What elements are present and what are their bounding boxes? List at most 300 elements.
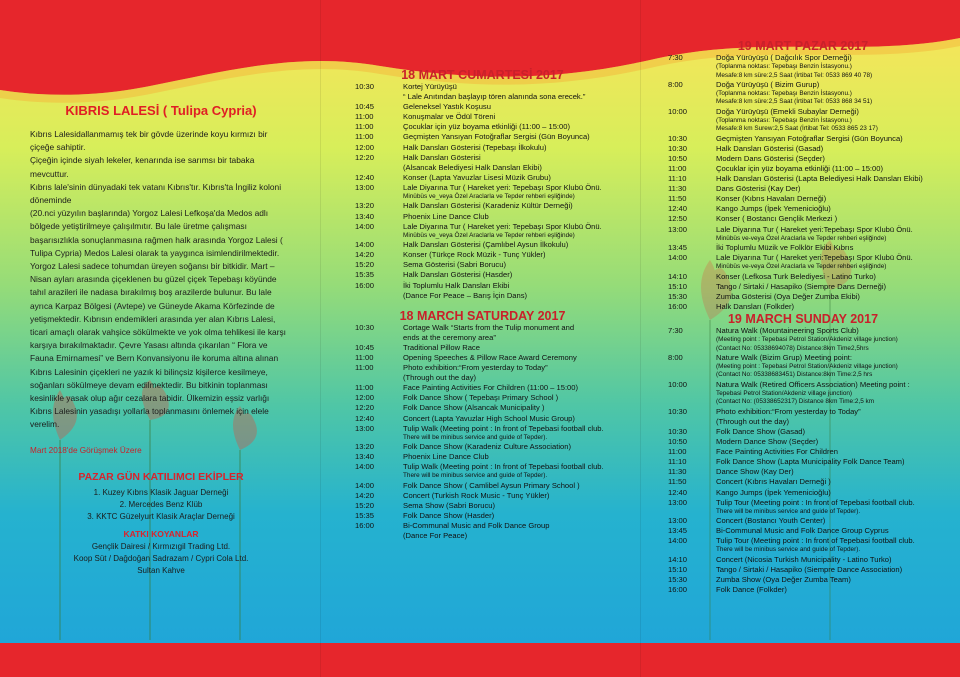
event-note: (Contact No: 05338683451) Distance:8km Time:2,5 hrs — [716, 371, 873, 379]
schedule-time: 15:30 — [668, 574, 688, 584]
schedule-row — [668, 164, 938, 174]
schedule-row — [355, 414, 610, 424]
schedule-row — [668, 427, 938, 437]
schedule-row — [355, 363, 610, 373]
schedule-row — [355, 462, 610, 481]
event-note: (Toplanma noktası: Tepebaşı Benzin İstasyonu.) — [716, 63, 852, 71]
event-text: Zumba Gösterisi (Oya Değer Zumba Ekibi) — [716, 291, 860, 301]
schedule-event — [403, 323, 610, 333]
participant-item: 1. Kuzey Kıbrıs Klasik Jaguar Derneği — [93, 487, 229, 497]
schedule-event — [403, 531, 610, 541]
schedule-time: 11:10 — [668, 174, 687, 184]
schedule-event — [403, 222, 610, 241]
schedule-row — [355, 393, 610, 403]
schedule-time: 14:10 — [668, 271, 688, 281]
schedule-event — [716, 353, 938, 380]
schedule-event — [716, 437, 938, 447]
section-title: 18 MARCH SATURDAY 2017 — [399, 308, 566, 323]
schedule-event — [403, 373, 610, 383]
schedule-time: 12:00 — [355, 393, 375, 403]
event-text: Tango / Sirtaki / Hasapiko (Siempre Dans Derneği) — [716, 281, 887, 291]
schedule-row — [355, 201, 610, 211]
schedule-row — [355, 183, 610, 202]
event-text: Concert (Lapta Yavuzlar High School Music Group) — [403, 413, 575, 423]
schedule-event — [716, 457, 938, 467]
schedule-event — [403, 82, 610, 92]
schedule-time — [668, 417, 716, 427]
schedule-row — [355, 153, 610, 163]
schedule-row — [355, 491, 610, 501]
event-text: Lale Diyarına Tur ( Hareket yeri: Tepebaşı Spor Klubü Önü. — [403, 221, 602, 231]
schedule-time: 13:45 — [668, 526, 688, 536]
sponsors-title: KATKI KOYANLAR — [123, 528, 199, 539]
schedule-time: 13:00 — [355, 423, 375, 433]
schedule-row — [668, 526, 938, 536]
saturday-schedule-column — [355, 68, 610, 541]
event-text: Konser ( Bostancı Gençlik Merkezi ) — [716, 214, 838, 224]
event-text: Bi-Communal Music and Folk Dance Group Cyprus — [716, 526, 889, 536]
schedule-time: 15:35 — [355, 511, 375, 521]
schedule-time: 11:00 — [355, 383, 374, 393]
event-text: Geçmişten Yansıyan Fotoğraflar Sergisi (Gün Boyunca) — [716, 133, 903, 143]
schedule-event — [716, 467, 938, 477]
schedule-time: 12:00 — [355, 142, 375, 152]
event-text: Folk Dance Show (Karadeniz Culture Association) — [403, 442, 571, 452]
schedule-time: 7:30 — [668, 53, 683, 62]
event-note: (Contact No: (05338652317) Distance 8km Time:2,5 km — [716, 398, 875, 406]
schedule-row — [668, 516, 938, 526]
schedule-event — [403, 260, 610, 270]
schedule-row — [668, 565, 938, 575]
event-text: Lale Diyarına Tur ( Hareket yeri:Tepebaşı Spor Klubü Önü. — [716, 224, 913, 234]
schedule-event — [403, 163, 610, 173]
schedule-time: 10:30 — [668, 426, 688, 436]
event-text: Folk Dance Show (Alsancak Municipality ) — [403, 403, 545, 413]
event-text: Tulip Tour (Meeting point : In front of Tepebasi football club. — [716, 497, 915, 507]
event-text: ends at the ceremony area” — [403, 332, 496, 342]
section-title: 19 MART PAZAR 2017 — [737, 39, 869, 53]
schedule-event — [716, 144, 938, 154]
schedule-time: 15:10 — [668, 564, 688, 574]
schedule-event — [716, 565, 938, 575]
event-note: Mesafe:8 km Surew:2,5 Saat (İrtibat Tel: 0533 865 23 17) — [716, 125, 878, 133]
event-text: Tulip Tour (Meeting point : In front of Tepebasi football club. — [716, 536, 915, 546]
schedule-time: 10:50 — [668, 153, 688, 163]
schedule-time: 11:50 — [668, 194, 687, 204]
schedule-time: 12:40 — [355, 172, 375, 182]
schedule-time: 10:45 — [355, 102, 375, 112]
event-text: Opening Speeches & Pillow Race Award Ceremony — [403, 352, 577, 362]
schedule-event — [716, 225, 938, 244]
event-text: “ Lale Anıtından başlayıp tören alanında sona erecek.” — [403, 92, 586, 102]
schedule-time: 8:00 — [668, 352, 683, 362]
schedule-row — [668, 380, 938, 407]
schedule-row — [355, 281, 610, 291]
schedule-event — [403, 183, 610, 202]
schedule-time: 13:20 — [355, 442, 375, 452]
schedule-time: 15:20 — [355, 501, 375, 510]
schedule-row — [355, 143, 610, 153]
info-paragraph: Kıbrıs Lalesidallanmamış tek bir gövde üzerinde koyu kırmızı bir çiçeğe sahiptir. — [30, 129, 268, 153]
schedule-event — [716, 516, 938, 526]
schedule-time: 15:35 — [355, 270, 375, 280]
schedule-event — [403, 201, 610, 211]
schedule-row — [355, 92, 610, 102]
schedule-time: 13:00 — [668, 224, 688, 234]
event-text: Phoenix Line Dance Club — [403, 452, 489, 462]
schedule-time: 13:00 — [668, 497, 688, 507]
event-text: Kango Jumps (İpek Yemenicioğlu) — [716, 487, 831, 497]
event-note: Mesafe:8 km süre:2,5 Saat (İrtibat Tel: 0533 868 34 51) — [716, 98, 873, 106]
schedule-row — [355, 383, 610, 393]
event-text: Halk Dansları (Folkder) — [716, 301, 795, 311]
schedule-event — [403, 153, 610, 163]
schedule-row — [355, 452, 610, 462]
event-note: (Meeting point : Tepebasi Petrol Station/Akdeniz village junction) — [716, 336, 898, 344]
participant-item: 2. Mercedes Benz Klüb — [119, 499, 203, 509]
schedule-event — [716, 488, 938, 498]
schedule-time — [355, 92, 403, 102]
schedule-event — [716, 184, 938, 194]
schedule-row — [355, 442, 610, 452]
schedule-event — [403, 102, 610, 112]
event-text: Concert (Nicosia Turkish Municipality - Latino Turko) — [716, 554, 892, 564]
event-note: Mesafe:8 km süre:2,5 Saat (İrtibat Tel: 0533 869 40 78) — [716, 71, 873, 79]
schedule-row — [355, 270, 610, 280]
event-note: (Contact No: 05338694078) Distance:8km Time2,5hrs — [716, 344, 869, 352]
schedule-event — [403, 173, 610, 183]
event-text: Doğa Yürüyüşü (Emekli Subaylar Derneği) — [716, 106, 859, 116]
event-note: Minübüs ve_veya Özel Araclarla ve Tepder rehberi eşliğinde) — [403, 231, 575, 239]
schedule-event — [716, 498, 938, 517]
event-text: Konser (Lapta Yavuzlar Lisesi Müzik Grubu) — [403, 172, 551, 182]
schedule-time: 14:20 — [355, 490, 375, 500]
schedule-row — [668, 194, 938, 204]
schedule-event — [403, 383, 610, 393]
event-text: Halk Dansları Gösterisi (Çamlıbel Aysun İlkokulu) — [403, 240, 569, 250]
event-text: Sema Gösterisi (Sabri Borucu) — [403, 260, 506, 270]
sunday-en-section — [668, 312, 938, 595]
schedule-time: 14:00 — [355, 462, 375, 472]
schedule-event — [716, 526, 938, 536]
schedule-row — [668, 437, 938, 447]
schedule-event — [716, 407, 938, 417]
schedule-row — [355, 403, 610, 413]
schedule-time: 14:00 — [668, 253, 688, 263]
schedule-row — [355, 260, 610, 270]
schedule-time: 15:30 — [668, 291, 688, 301]
event-text: Konuşmalar ve Ödül Töreni — [403, 112, 496, 122]
schedule-time: 13:00 — [355, 182, 375, 192]
schedule-time: 13:00 — [668, 516, 688, 526]
schedule-time: 11:00 — [355, 363, 374, 373]
schedule-event — [403, 481, 610, 491]
schedule-row — [355, 291, 610, 301]
event-text: Photo exhibition:“From yesterday to Today” — [403, 363, 548, 373]
schedule-event — [716, 417, 938, 427]
schedule-time: 10:00 — [668, 106, 688, 116]
schedule-row — [668, 467, 938, 477]
section-title: 19 MARCH SUNDAY 2017 — [727, 312, 879, 327]
schedule-event — [403, 240, 610, 250]
event-text: Nature Walk (Bizim Grup) Meeting point: — [716, 352, 853, 362]
schedule-event — [403, 462, 610, 481]
schedule-event — [403, 270, 610, 280]
event-text: Concert (Kıbrıs Havaları Derneği ) — [716, 477, 831, 487]
event-text: Halk Dansları Gösterisi (Hasder) — [403, 270, 513, 280]
sunday-tr-section — [668, 39, 938, 312]
schedule-event — [716, 214, 938, 224]
schedule-row — [355, 212, 610, 222]
event-text: (Alsancak Belediyesi Halk Dansları Ekibi) — [403, 162, 542, 172]
event-text: Face Painting Activities For Children (11:00 – 15:00) — [403, 383, 579, 393]
event-text: Kango Jumps (İpek Yemenicioğlu) — [716, 204, 831, 214]
event-note: Minübüs ve-veya Özel Araclarla ve Tepder rehberi eşliğinde) — [716, 263, 887, 271]
event-text: Folk Dance Show ( Tepebaşı Primary School ) — [403, 393, 559, 403]
schedule-event — [716, 427, 938, 437]
schedule-row — [668, 457, 938, 467]
schedule-time: 12:40 — [668, 487, 688, 497]
schedule-time: 10:45 — [355, 342, 375, 352]
schedule-time — [355, 373, 403, 383]
schedule-row — [668, 214, 938, 224]
schedule-event — [716, 272, 938, 282]
schedule-time: 11:30 — [668, 184, 687, 194]
schedule-time: 11:00 — [355, 122, 374, 132]
schedule-event — [716, 174, 938, 184]
schedule-row — [668, 302, 938, 312]
sponsor-item: Koop Süt / Dağdoğan Sadrazam / Cypri Cola Ltd. — [73, 553, 249, 563]
sponsor-item: Sultan Kahve — [137, 565, 185, 575]
schedule-row — [355, 531, 610, 541]
schedule-event — [716, 204, 938, 214]
schedule-row — [355, 250, 610, 260]
event-note: There will be minibus service and guide of Tepder). — [403, 472, 548, 480]
schedule-row — [355, 501, 610, 511]
event-text: Kortej Yürüyüşü — [403, 82, 457, 91]
schedule-event — [716, 477, 938, 487]
schedule-event — [716, 585, 938, 595]
sunday-schedule-column — [668, 39, 938, 595]
event-note: There will be minibus service and guide of Tepder). — [403, 433, 548, 441]
schedule-time: 12:40 — [668, 204, 688, 214]
event-text: Lale Diyarına Tur ( Hareket yeri:Tepebaşı Spor Klubü Önü. — [716, 253, 913, 263]
schedule-row — [668, 184, 938, 194]
schedule-event — [716, 447, 938, 457]
schedule-event — [403, 452, 610, 462]
schedule-row — [668, 555, 938, 565]
event-text: Folk Dance (Folkder) — [716, 585, 787, 595]
schedule-row — [355, 511, 610, 521]
schedule-event — [716, 380, 938, 407]
schedule-time: 10:30 — [355, 82, 375, 91]
schedule-time — [355, 531, 403, 541]
schedule-row — [668, 292, 938, 302]
schedule-time: 14:00 — [668, 536, 688, 546]
schedule-event — [403, 501, 610, 511]
event-text: Tulip Walk (Meeting point : In front of Tepebasi football club. — [403, 423, 604, 433]
event-note: Minübüs ve_veya Özel Araclarla ve Tepder rehberi eşliğinde) — [403, 193, 575, 201]
event-text: Konser (Lefkosa Turk Belediyesi - Latino Turko) — [716, 271, 876, 281]
event-text: Phoenix Line Dance Club — [403, 211, 489, 221]
schedule-event — [716, 107, 938, 134]
schedule-row — [668, 53, 938, 80]
schedule-row — [668, 154, 938, 164]
schedule-time: 11:00 — [355, 112, 374, 122]
schedule-event — [716, 575, 938, 585]
schedule-time: 11:00 — [355, 132, 374, 142]
tulip-title: KIBRIS LALESİ ( Tulipa Cypria) — [65, 103, 257, 118]
schedule-event — [403, 363, 610, 373]
schedule-row — [668, 107, 938, 134]
event-text: Natura Walk (Mountaineering Sports Club) — [716, 326, 859, 336]
schedule-time: 10:50 — [668, 437, 688, 447]
schedule-time: 14:20 — [355, 250, 375, 260]
event-text: Tango / Sirtaki / Hasapiko (Siempre Dance Association) — [716, 564, 903, 574]
schedule-time: 12:20 — [355, 403, 375, 413]
event-text: Konser (Türkçe Rock Müzik - Tunç Yükler) — [403, 250, 546, 260]
event-text: Folk Dance Show (Hasder) — [403, 511, 495, 521]
schedule-event — [403, 424, 610, 443]
event-text: Tulip Walk (Meeting point : In front of Tepebasi football club. — [403, 462, 604, 472]
schedule-row — [668, 477, 938, 487]
event-text: Folk Dance Show (Lapta Municipality Folk Dance Team) — [716, 457, 905, 467]
schedule-event — [403, 393, 610, 403]
schedule-row — [355, 163, 610, 173]
schedule-event — [716, 243, 938, 253]
event-text: İki Toplumlu Müzik ve Folklör Ekibi Kıbrıs — [716, 243, 854, 253]
schedule-row — [355, 82, 610, 92]
schedule-event — [403, 143, 610, 153]
schedule-row — [355, 222, 610, 241]
schedule-event — [716, 154, 938, 164]
schedule-row — [668, 243, 938, 253]
schedule-event — [403, 442, 610, 452]
participant-item: 3. KKTC Güzelyurt Klasik Araçlar Derneği — [87, 511, 235, 521]
schedule-time: 16:00 — [355, 280, 375, 290]
schedule-row — [355, 373, 610, 383]
schedule-time: 12:20 — [355, 152, 375, 162]
schedule-row — [668, 353, 938, 380]
schedule-time: 13:40 — [355, 211, 375, 221]
schedule-event — [403, 291, 610, 301]
schedule-event — [403, 92, 610, 102]
schedule-row — [355, 343, 610, 353]
schedule-event — [716, 326, 938, 353]
schedule-time — [355, 163, 403, 173]
event-text: Sema Show (Sabri Borucu) — [403, 501, 496, 510]
event-text: Zumba Show (Oya Değer Zumba Team) — [716, 574, 851, 584]
schedule-event — [403, 132, 610, 142]
schedule-row — [668, 174, 938, 184]
event-text: Concert (Turkish Rock Music - Tunç Yükler) — [403, 490, 550, 500]
schedule-event — [403, 511, 610, 521]
schedule-row — [355, 424, 610, 443]
schedule-row — [668, 326, 938, 353]
schedule-row — [355, 132, 610, 142]
event-note: There will be minibus service and guide of Tepder). — [716, 546, 861, 554]
schedule-time: 14:00 — [355, 221, 375, 231]
schedule-time: 10:30 — [355, 322, 375, 332]
schedule-time — [355, 333, 403, 343]
schedule-row — [668, 225, 938, 244]
schedule-event — [716, 164, 938, 174]
event-text: Lale Diyarına Tur ( Hareket yeri: Tepebaşı Spor Klubü Önü. — [403, 182, 602, 192]
schedule-time: 10:30 — [668, 143, 688, 153]
event-text: Çocuklar için yüz boyama etkinliği (11:00 – 15:00) — [716, 164, 884, 173]
event-text: Traditional Pillow Race — [403, 342, 480, 352]
schedule-time: 8:00 — [668, 79, 683, 89]
schedule-time: 10:30 — [668, 133, 688, 143]
event-text: Dance Show (Kay Der) — [716, 467, 794, 477]
event-text: Geleneksel Yastık Koşusu — [403, 102, 491, 112]
saturday-en-section — [355, 309, 610, 542]
schedule-row — [668, 144, 938, 154]
event-text: Çocuklar için yüz boyama etkinliği (11:00 – 15:00) — [403, 122, 571, 132]
schedule-time: 13:20 — [355, 201, 375, 211]
schedule-time: 15:20 — [355, 260, 375, 270]
schedule-time: 11:30 — [668, 467, 687, 477]
schedule-row — [355, 102, 610, 112]
schedule-event — [403, 112, 610, 122]
sponsor-item: Gençlik Dairesi / Kırmızıgil Trading Ltd. — [91, 541, 231, 551]
event-text: (Dance For Peace) — [403, 531, 468, 541]
schedule-time: 12:50 — [668, 214, 688, 224]
schedule-event — [403, 250, 610, 260]
schedule-row — [668, 204, 938, 214]
event-text: Modern Dans Gösterisi (Seçder) — [716, 153, 825, 163]
section-title: 18 MART CUMARTESİ 2017 — [401, 68, 564, 82]
schedule-row — [668, 498, 938, 517]
event-text: Concert (Bostancı Youth Center) — [716, 516, 826, 526]
event-text: Folk Dance Show ( Camlibel Aysun Primary School ) — [403, 480, 580, 490]
schedule-row — [668, 585, 938, 595]
tulip-info-column — [30, 103, 292, 577]
schedule-time: 7:30 — [668, 326, 683, 336]
event-text: İki Toplumlu Halk Dansları Ekibi — [403, 280, 510, 290]
schedule-row — [355, 353, 610, 363]
schedule-event — [403, 403, 610, 413]
schedule-row — [668, 575, 938, 585]
schedule-event — [716, 302, 938, 312]
schedule-event — [716, 194, 938, 204]
schedule-event — [403, 353, 610, 363]
schedule-time: 11:00 — [668, 164, 687, 173]
event-text: (Dance For Peace – Barış İçin Dans) — [403, 290, 528, 300]
info-paragraph: Kıbrıs lale'sinin dünyadaki tek vatanı Kıbrıs'tır. Kıbrıs'ta İngiliz koloni döneminde — [30, 181, 282, 206]
schedule-time — [355, 291, 403, 301]
schedule-event — [716, 282, 938, 292]
schedule-time: 11:10 — [668, 457, 687, 467]
schedule-time: 16:00 — [668, 301, 688, 311]
info-paragraph: Çiçeğin içinde siyah lekeler, kenarında ise sarımsı bir tabaka mevcuttur. — [30, 155, 255, 179]
schedule-time: 14:00 — [355, 480, 375, 490]
schedule-event — [403, 122, 610, 132]
event-note: (Meeting point : Tepebasi Petrol Station/Akdeniz village junction) — [716, 363, 898, 371]
schedule-row — [668, 253, 938, 272]
schedule-row — [355, 333, 610, 343]
event-note: There will be minibus service and guide of Tepder). — [716, 507, 861, 515]
schedule-event — [403, 491, 610, 501]
event-text: Doğa Yürüyüşü ( Dağcılık Spor Derneği) — [716, 53, 852, 62]
schedule-time: 10:00 — [668, 379, 688, 389]
event-text: Doğa Yürüyüşü ( Bizim Gurup) — [716, 79, 820, 89]
event-text: Bi-Communal Music and Folk Dance Group — [403, 521, 550, 531]
event-text: Folk Dance Show (Gasad) — [716, 426, 806, 436]
participants-title: PAZAR GÜN KATILIMCI EKİPLER — [78, 470, 244, 483]
schedule-event — [403, 333, 610, 343]
schedule-row — [668, 134, 938, 144]
